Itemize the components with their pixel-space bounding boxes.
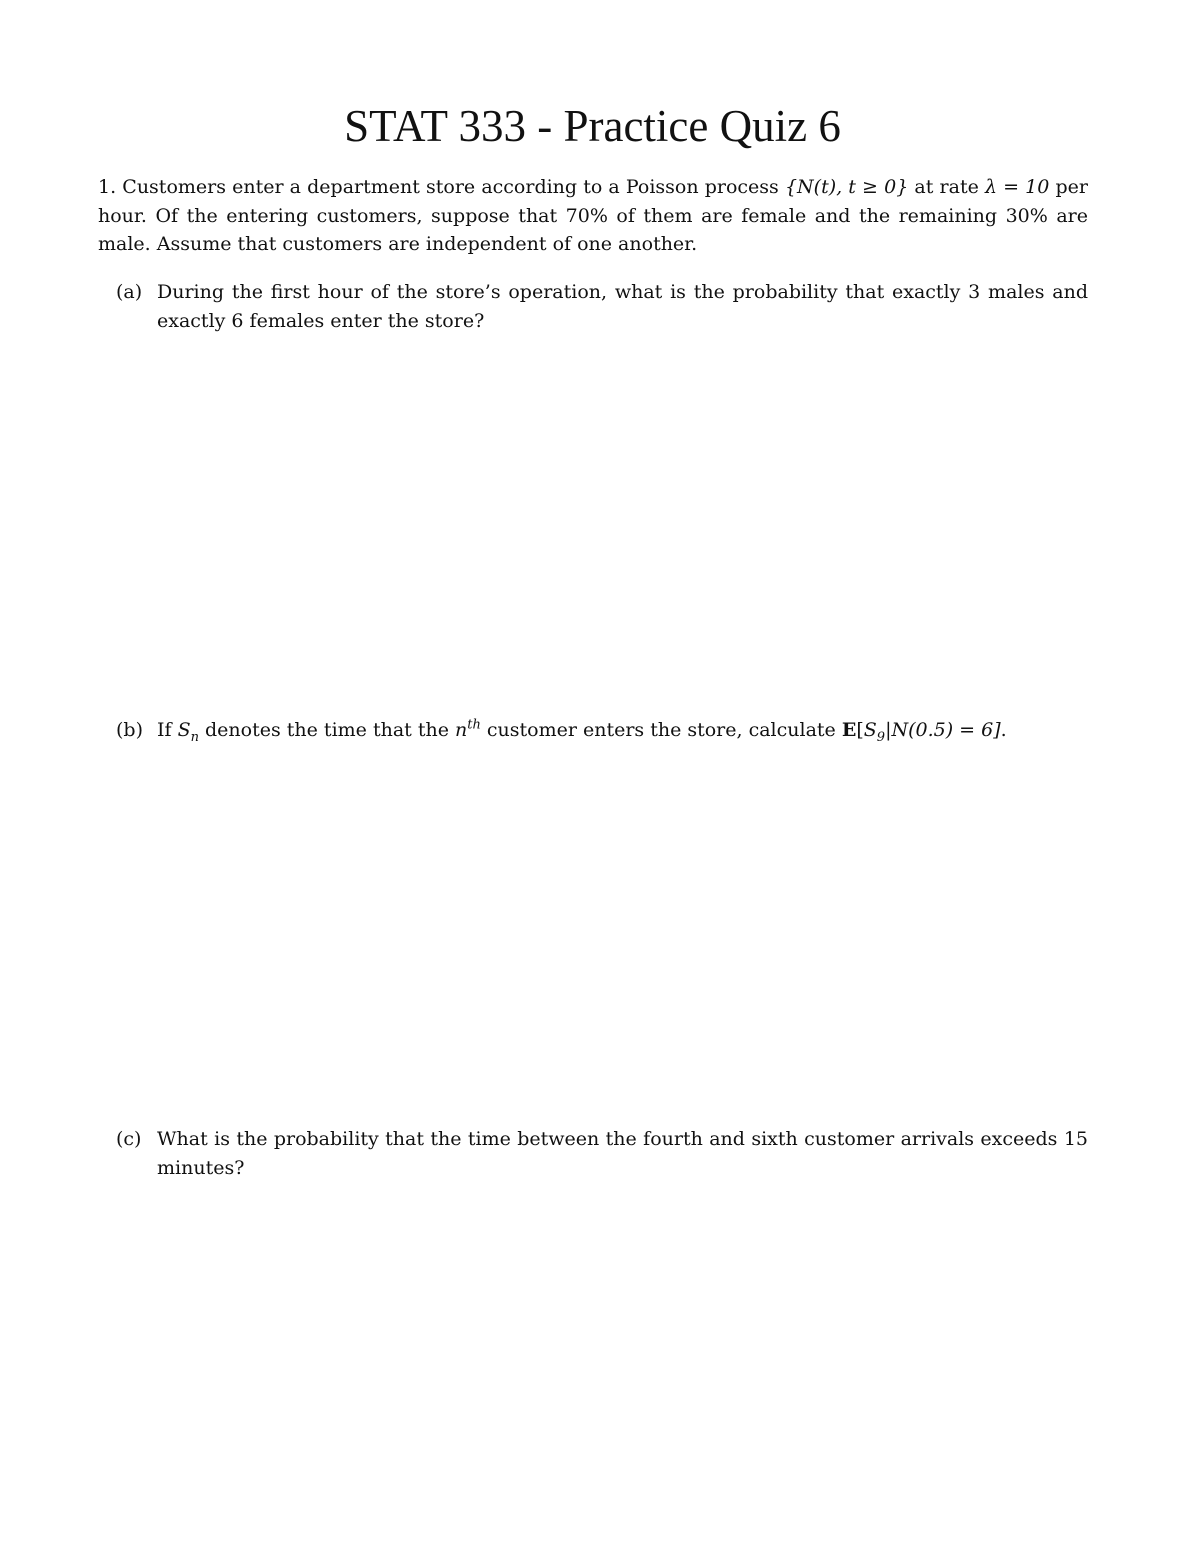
problem-intro: Customers enter a department store according to a Poisson process	[122, 176, 785, 198]
page-title: STAT 333 - Practice Quiz 6	[344, 101, 841, 151]
expectation-symbol: E	[841, 719, 857, 741]
part-b	[116, 716, 1088, 745]
expectation-subscript: 9	[876, 729, 886, 745]
poisson-process: {N(t), t ≥ 0}	[784, 176, 909, 198]
arrival-time-variable	[177, 719, 199, 745]
ordinal-superscript: th	[467, 717, 481, 733]
problem-number: 1.	[98, 176, 117, 198]
part-b-text-after: customer enters the store, calculate	[480, 719, 842, 741]
expectation-variable-base: S	[863, 719, 877, 741]
part-c-label: (c)	[116, 1128, 142, 1150]
part-b-text-middle: denotes the time that the	[198, 719, 455, 741]
expectation-open-bracket: [	[856, 719, 864, 741]
rate-equation: λ = 10	[984, 176, 1050, 198]
variable-subscript: n	[190, 729, 199, 745]
part-c	[116, 1125, 1088, 1182]
nth-ordinal	[455, 719, 481, 741]
rate-text: at rate	[908, 176, 985, 198]
part-a-label: (a)	[116, 281, 143, 303]
part-b-label: (b)	[116, 719, 143, 741]
part-c-text: What is the probability that the time between the fourth and sixth customer arrivals exceeds 15 minutes?	[157, 1128, 1088, 1179]
problem-1	[98, 173, 1088, 259]
part-a	[116, 278, 1088, 335]
ordinal-base: n	[454, 719, 468, 741]
problem-details: per hour. Of the entering customers, suppose that 70% of them are female and the remaining 30% are male. Assume that customers are independent of one another.	[98, 176, 1088, 255]
part-b-body	[157, 716, 1088, 745]
expectation-condition: |N(0.5) = 6]	[885, 719, 1001, 741]
part-a-text: During the first hour of the store’s operation, what is the probability that exactly 3 males and exactly 6 females enter the store?	[157, 281, 1088, 332]
part-b-text-start: If	[157, 719, 178, 741]
expectation-variable	[863, 719, 886, 745]
part-b-ending: .	[1000, 719, 1007, 741]
variable-base: S	[177, 719, 191, 741]
